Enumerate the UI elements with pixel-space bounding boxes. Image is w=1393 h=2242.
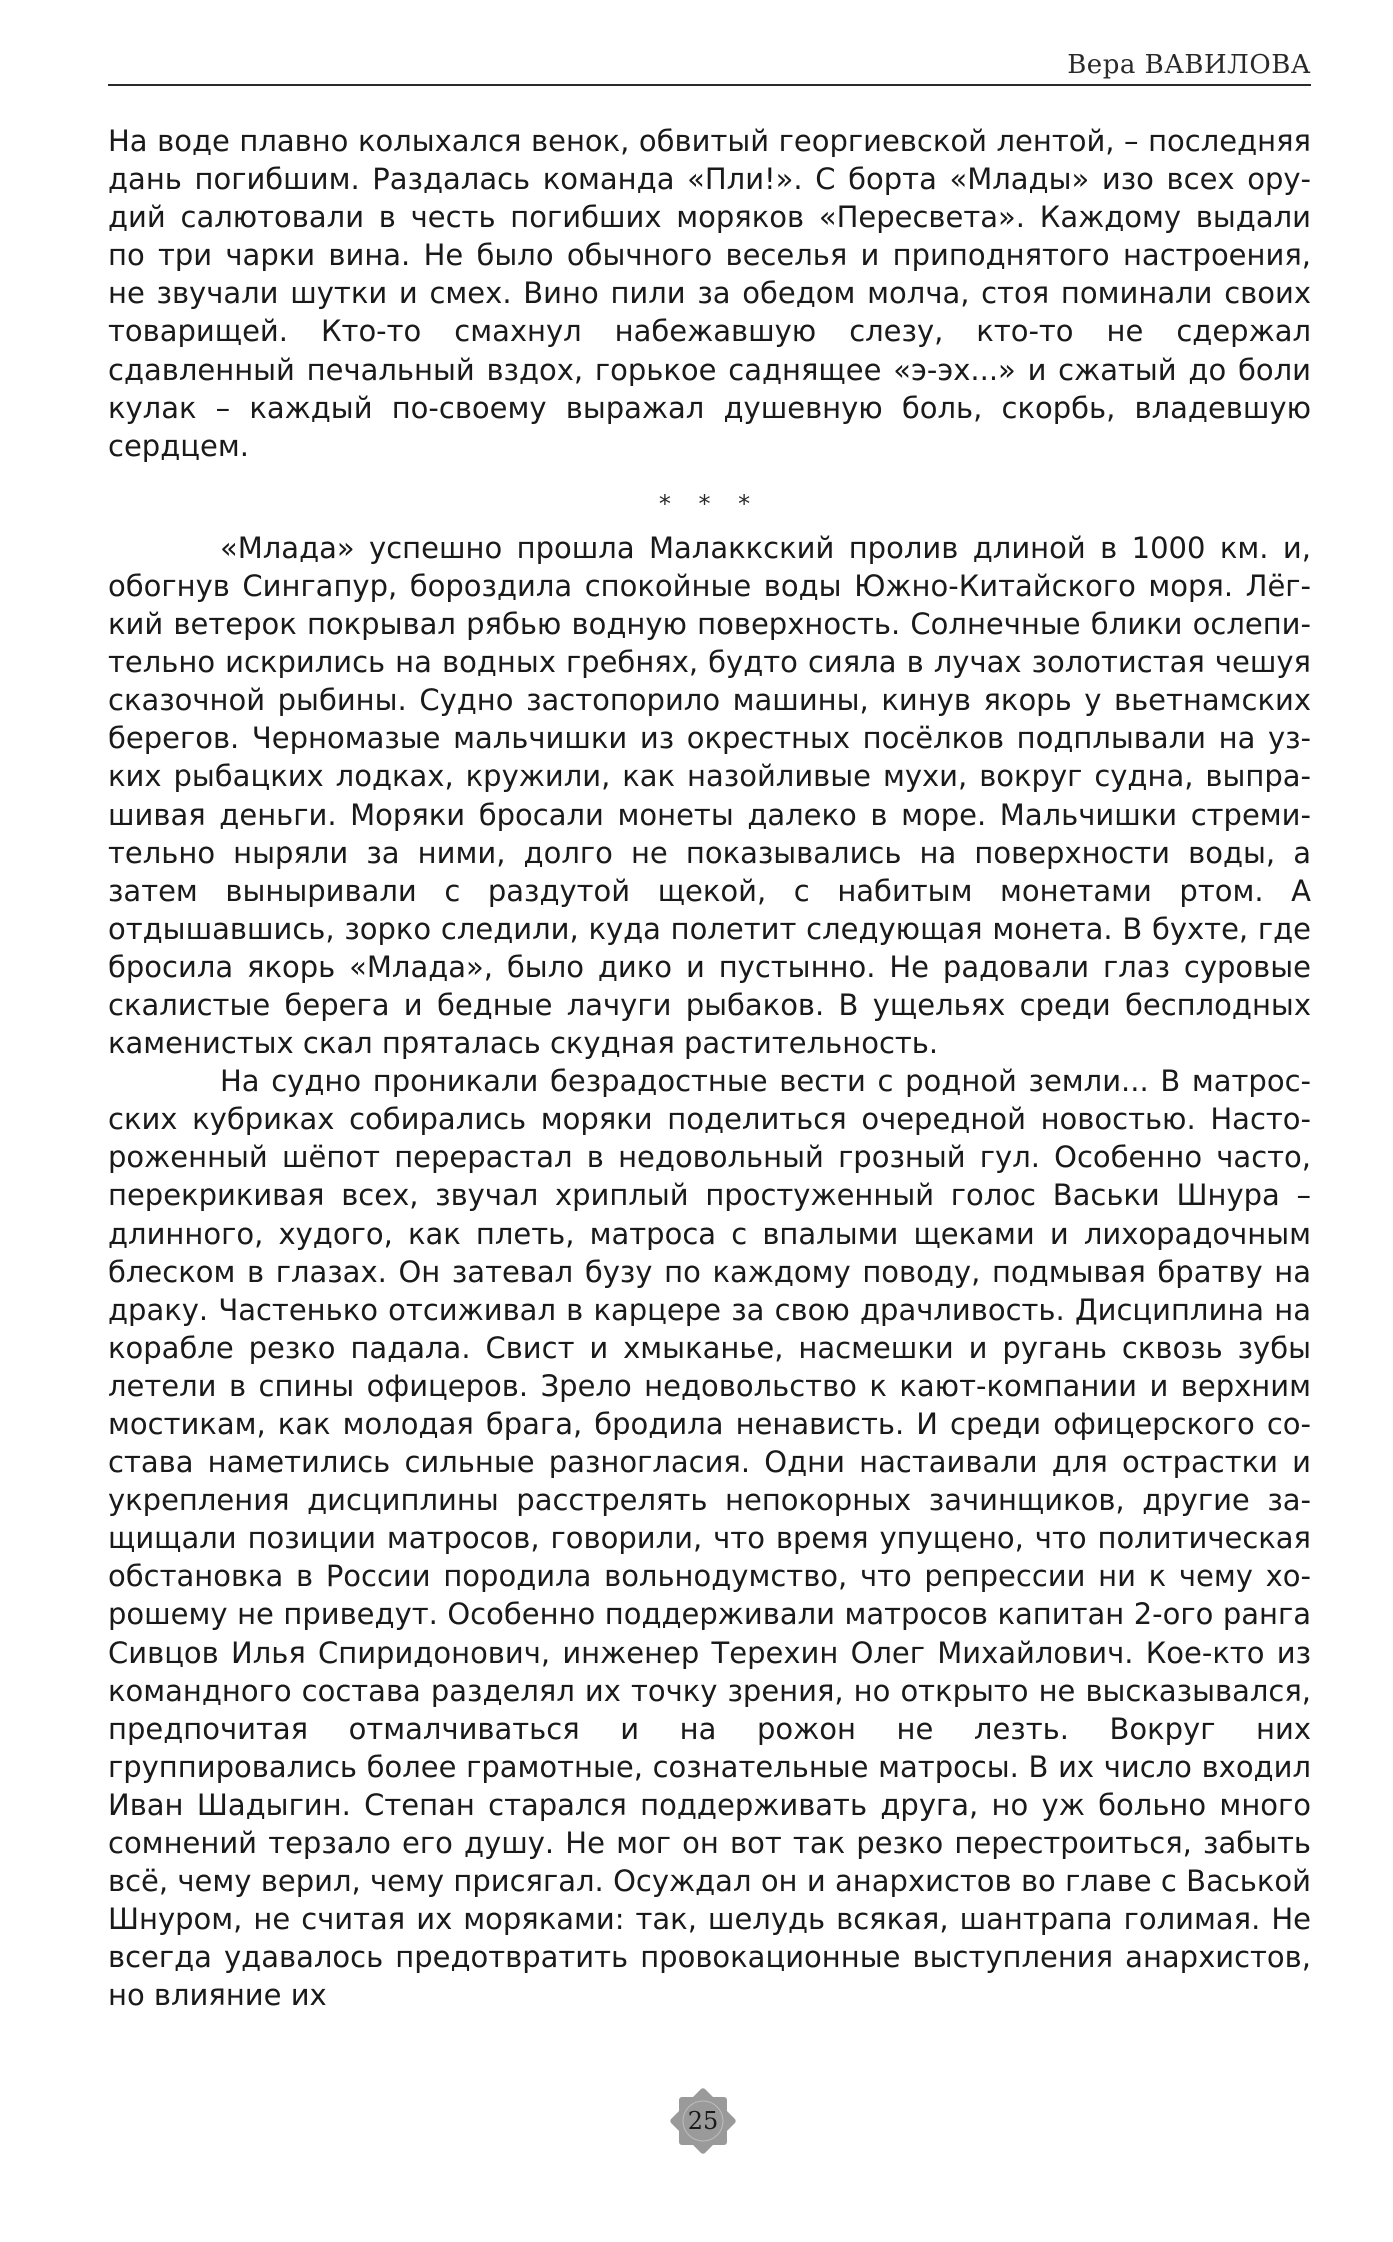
paragraph-1: На воде плавно колыхался венок, обвитый георгиевской лентой, – последняя дань погибшим. Раздалась команда «Пли!». С борта «Млады» изо всех орудий салютовали в честь погибших моряков «Пересвета». Каждому выдали по три чарки вина. Не было обычного веселья и приподнятого настроения, не звучали шутки и смех. Вино пили за обедом молча, стоя поминали своих товарищей. Кто-то смахнул набежавшую слезу, кто-то не сдержал сдавленный печальный вздох, горькое саднящее «э-эх...» и сжатый до боли кулак – каждый по-своему выражал душевную боль, скорбь, владевшую сердцем. — [108, 124, 1311, 463]
header-author: Вера ВАВИЛОВА — [1067, 50, 1311, 80]
paragraph-3: На судно проникали безрадостные вести с родной земли... В матросских кубриках собирались моряки поделиться очередной новостью. Настороженный шёпот перерастал в недовольный грозный гул. Особенно часто, перекрикивая всех, звучал хриплый простуженный голос Васьки Шнура – длинного, худого, как плеть, матроса с впалыми щеками и лихорадочным блеском в глазах. Он затевал бузу по каждому поводу, подмывая братву на драку. Частенько отсиживал в карцере за свою драчливость. Дисциплина на корабле резко падала. Свист и хмыканье, насмешки и ругань сквозь зубы летели в спины офицеров. Зрело недовольство к кают-компании и верхним мостикам, как молодая брага, бродила ненависть. И среди офицерского состава наметились сильные разногласия. Одни настаивали для острастки и укрепления дисциплины расстрелять непокорных зачинщиков, другие защищали позиции матросов, говорили, что время упущено, что политическая обстановка в России породила вольнодумство, что репрессии ни к чему хорошему не приведут. Особенно поддерживали матросов капитан 2-ого ранга Сивцов Илья Спиридонович, инженер Терехин Олег Михайлович. Кое-кто из командного состава разделял их точку зрения, но открыто не высказывался, предпочитая отмалчиваться и на рожон не лезть. Вокруг них группировались более грамотные, сознательные матросы. В их число входил Иван Шадыгин. Степан старался поддерживать друга, но уж больно много сомнений терзало его душу. Не мог он вот так резко перестроиться, забыть всё, чему верил, чему присягал. Осуждал он и анархистов во главе с Васькой Шнуром, не считая их моряками: так, шелудь всякая, шантрапа голимая. Не всегда удавалось предотвратить провокационные выступления анархистов, но влияние их — [108, 1064, 1311, 2013]
page-number: 25 — [687, 2107, 719, 2135]
section-divider: * * * — [658, 489, 761, 518]
paragraph-2: «Млада» успешно прошла Малаккский пролив длиной в 1000 км. и, обогнув Сингапур, бороздила спокойные воды Южно-Китайского моря. Лёгкий ветерок покрывал рябью водную поверхность. Солнечные блики ослепительно искрились на водных гребнях, будто сияла в лучах золотистая чешуя сказочной рыбины. Судно застопорило машины, кинув якорь у вьетнамских берегов. Черномазые мальчишки из окрестных посёлков подплывали на узких рыбацких лодках, кружили, как назойливые мухи, вокруг судна, выпрашивая деньги. Моряки бросали монеты далеко в море. Мальчишки стремительно ныряли за ними, долго не показывались на поверхности воды, а затем выныривали с раздутой щекой, с набитым монетами ртом. А отдышавшись, зорко следили, куда полетит следующая монета. В бухте, где бросила якорь «Млада», было дико и пустынно. Не радовали глаз суровые скалистые берега и бедные лачуги рыбаков. В ущельях среди бесплодных каменистых скал пряталась скудная растительность. — [108, 530, 1311, 1061]
running-header — [108, 44, 1311, 86]
page-text — [108, 122, 1311, 2015]
page-number-badge — [666, 2084, 740, 2158]
